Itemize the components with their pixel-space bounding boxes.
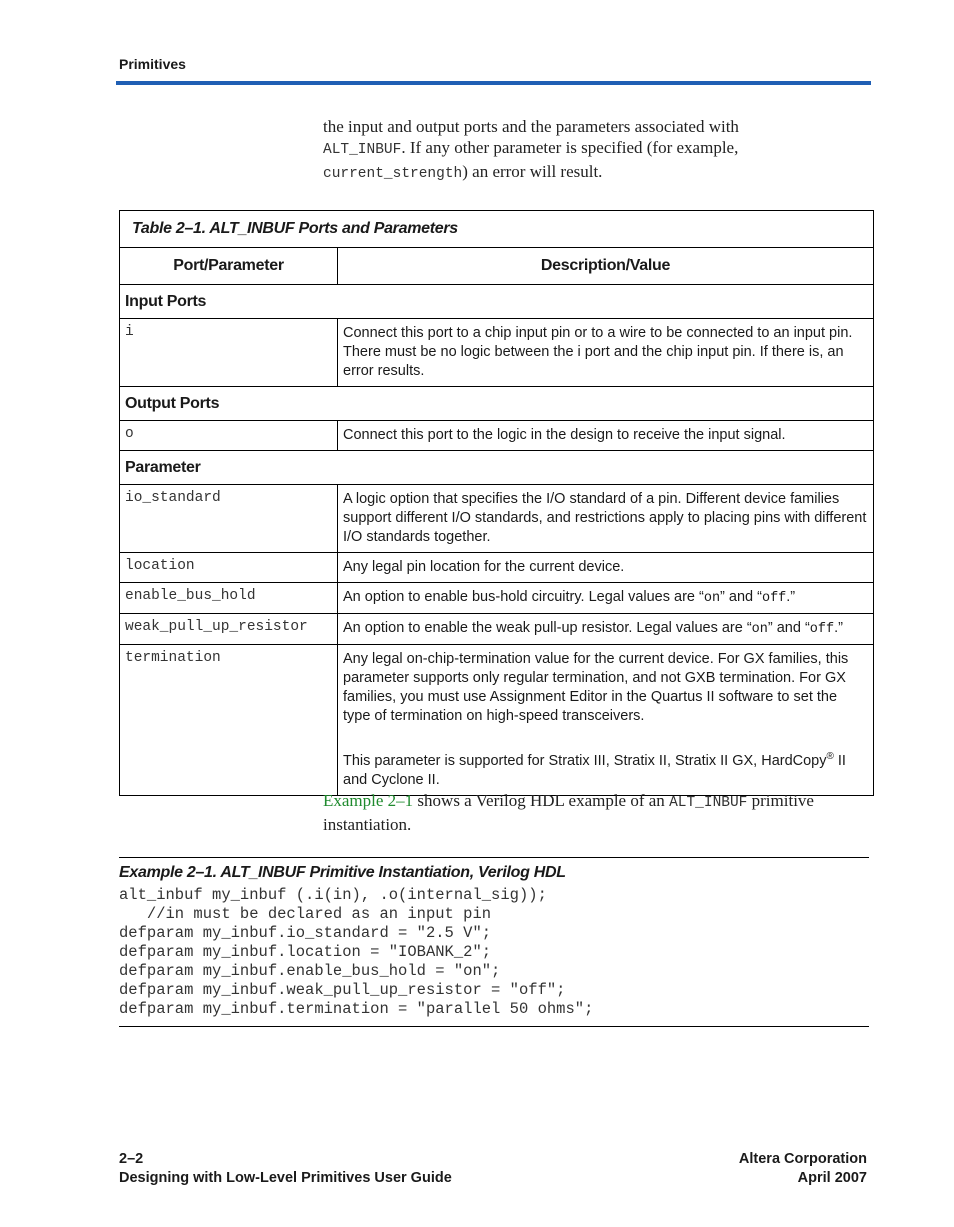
desc-text: .”: [834, 620, 843, 636]
param-description: Connect this port to a chip input pin or to a wire to be connected to an input pin. There must be no logic between the i port and the chip input pin. If there is, an error results.: [338, 319, 874, 387]
param-name: io_standard: [120, 485, 338, 553]
table-row: [120, 645, 874, 796]
legal-value-on: on: [703, 591, 721, 606]
intro-text-3: ) an error will result.: [462, 162, 603, 181]
example-reference-paragraph: [323, 790, 873, 835]
footer-date: April 2007: [797, 1170, 867, 1186]
table-header-row: [120, 248, 874, 285]
example-top-rule: [119, 857, 869, 858]
legal-value-off: off: [809, 622, 835, 637]
desc-text: An option to enable bus-hold circuitry. Legal values are “: [343, 589, 704, 605]
ports-parameters-table: [119, 210, 874, 796]
intro-text-2: . If any other parameter is specified (for example,: [401, 138, 739, 157]
param-description: [338, 583, 874, 614]
section-output-ports: Output Ports: [120, 387, 874, 421]
registered-mark: ®: [826, 751, 834, 762]
section-input-ports: Input Ports: [120, 285, 874, 319]
ref-code: ALT_INBUF: [669, 795, 748, 811]
desc-text: .”: [786, 589, 796, 605]
footer-page-number: 2–2: [119, 1151, 144, 1167]
code-block: alt_inbuf my_inbuf (.i(in), .o(internal_sig)); //in must be declared as an input pin defparam my_inbuf.io_standard = "2.5 V"; defparam my_inbuf.location = "IOBANK_2"; defparam my_inbuf.enable_bus_hold = "on"; defparam my_inbuf.weak_pull_up_resistor = "off"; defparam my_inbuf.termination = "parallel 50 ohms";: [119, 886, 594, 1018]
table-row: [120, 583, 874, 614]
param-name: weak_pull_up_resistor: [120, 614, 338, 645]
desc-paragraph-2: [343, 747, 868, 790]
table-row: [120, 319, 874, 387]
table-caption: Table 2–1. ALT_INBUF Ports and Parameters: [120, 211, 874, 248]
param-description: Any legal pin location for the current device.: [338, 553, 874, 583]
column-header-description: Description/Value: [338, 248, 874, 285]
column-header-port: Port/Parameter: [120, 248, 338, 285]
param-name: o: [120, 421, 338, 451]
ref-text-1: shows a Verilog HDL example of an: [413, 791, 670, 810]
intro-code-1: ALT_INBUF: [323, 142, 402, 158]
example-bottom-rule: [119, 1026, 869, 1027]
example-title: Example 2–1. ALT_INBUF Primitive Instantiation, Verilog HDL: [119, 864, 566, 881]
desc-paragraph-1: Any legal on-chip-termination value for the current device. For GX families, this parameter supports only regular termination, and not GXB termination. For GX families, you must use Assignment Editor in the Quartus II software to set the type of termination on high-speed transceivers.: [343, 651, 849, 724]
legal-value-on: on: [751, 622, 768, 637]
param-description: A logic option that specifies the I/O standard of a pin. Different device families support different I/O standards, and restrictions apply to placing pins with different I/O standards together.: [338, 485, 874, 553]
legal-value-off: off: [761, 591, 787, 606]
table-row: [120, 614, 874, 645]
param-name: location: [120, 553, 338, 583]
param-name: termination: [120, 645, 338, 796]
footer-company: Altera Corporation: [738, 1151, 867, 1167]
ref-text-2: primitive instantiation.: [323, 791, 814, 834]
param-description: [338, 614, 874, 645]
section-parameter: Parameter: [120, 451, 874, 485]
header-rule: [116, 81, 871, 85]
intro-code-2: current_strength: [323, 166, 463, 182]
desc-text: II and Cyclone II.: [343, 752, 846, 788]
footer-guide-title: Designing with Low-Level Primitives User Guide: [119, 1170, 452, 1186]
desc-text: ” and “: [720, 589, 762, 605]
param-name: i: [120, 319, 338, 387]
param-name: enable_bus_hold: [120, 583, 338, 614]
intro-text-1: the input and output ports and the parameters associated with: [323, 117, 739, 136]
desc-text: ” and “: [767, 620, 810, 636]
param-description: Connect this port to the logic in the design to receive the input signal.: [338, 421, 874, 451]
param-description: [338, 645, 874, 796]
table-row: [120, 485, 874, 553]
intro-paragraph: [323, 116, 843, 185]
desc-text: An option to enable the weak pull-up resistor. Legal values are “: [343, 620, 752, 636]
table-row: [120, 421, 874, 451]
running-header: Primitives: [119, 56, 186, 72]
example-link[interactable]: Example 2–1: [323, 791, 414, 810]
desc-text: This parameter is supported for Stratix III, Stratix II, Stratix II GX, HardCopy: [343, 752, 827, 769]
table-row: [120, 553, 874, 583]
